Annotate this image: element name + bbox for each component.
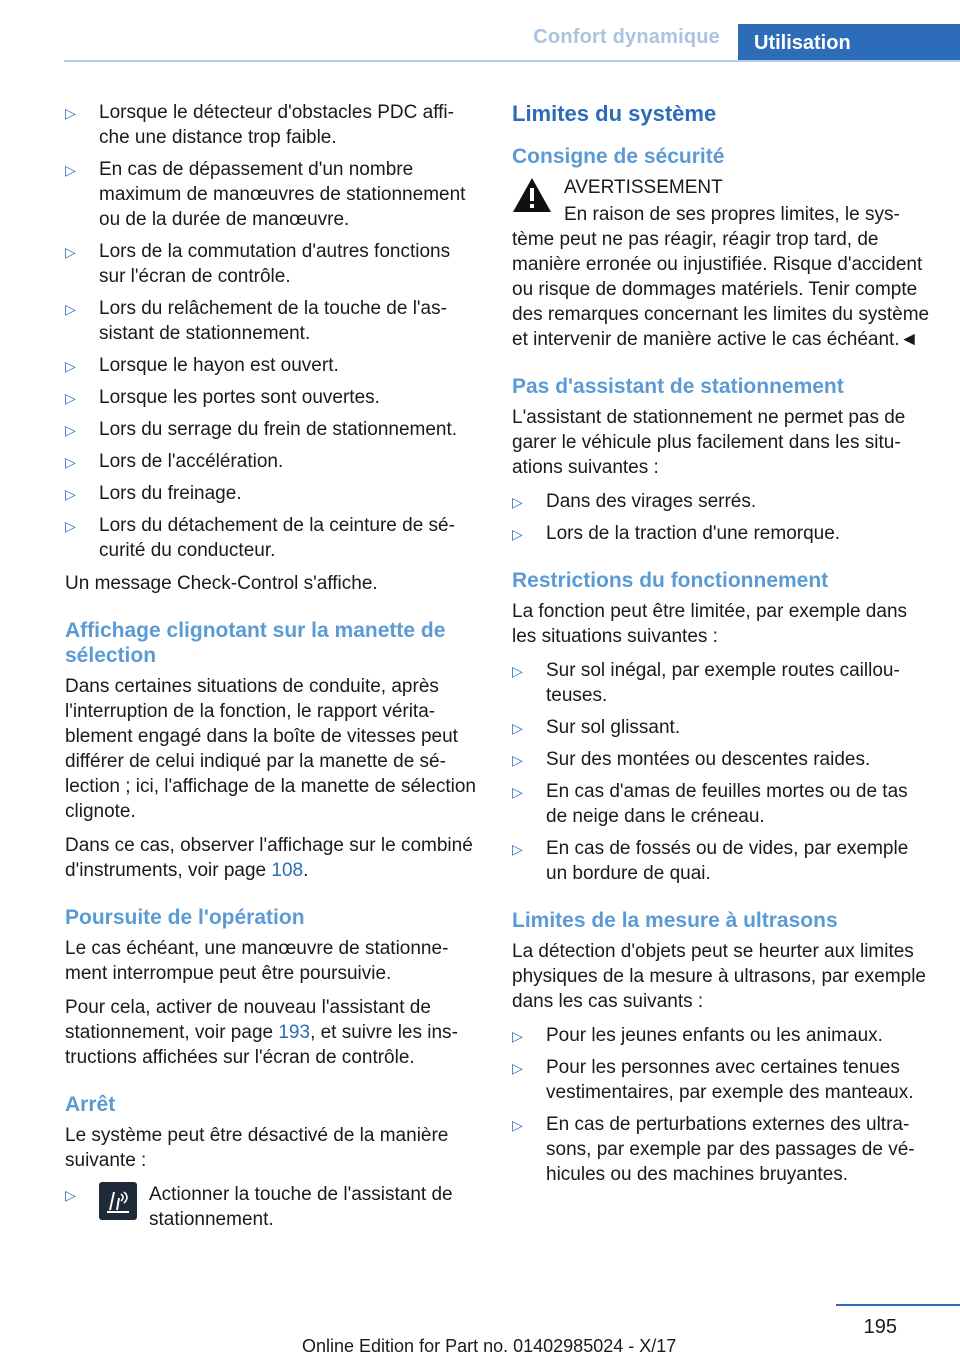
list-item: ▷ En cas de perturbations externes des ultrasons, par exemple par des passages de véhicules ou des machines bruyantes. (512, 1114, 915, 1185)
bullet-triangle-icon: ▷ (65, 486, 76, 502)
list-item: ▷ Pour les jeunes enfants ou les animaux. (512, 1023, 930, 1048)
bullet-triangle-icon: ▷ (512, 841, 523, 857)
warning-paragraph: En raison de ses propres limites, le système peut ne pas réagir, réagir trop tard, de manière erronée ou injustifiée. Risque d'accident ou risque de dommages matériels. Tenir compte des remarques concernant les limites du système et intervenir de manière active le cas échéant.◄ (512, 204, 930, 350)
bullet-triangle-icon: ▷ (65, 422, 76, 438)
stop-conditions-list (65, 100, 478, 563)
bullet-triangle-icon: ▷ (512, 1060, 523, 1076)
bullet-triangle-icon: ▷ (512, 663, 523, 679)
park-assist-button-icon (99, 1182, 137, 1220)
pas-assistant-paragraph: L'assistant de stationnement ne permet pas de garer le véhicule plus facilement dans les situations suivantes : (512, 407, 906, 478)
warning-triangle-icon (512, 177, 552, 213)
bullet-triangle-icon: ▷ (512, 1028, 523, 1044)
header-section-title: Confort dynamique (533, 26, 720, 48)
page-link-108[interactable]: 108 (271, 860, 304, 881)
bullet-triangle-icon: ▷ (65, 244, 76, 260)
page-link-193[interactable]: 193 (278, 1022, 311, 1043)
arret-heading: Arrêt (65, 1093, 116, 1116)
page-number: 195 (863, 1316, 897, 1338)
footer-edition: Online Edition for Part no. 01402985024 - X/17 (302, 1336, 677, 1356)
list-item: ▷ Lors du freinage. (65, 481, 478, 506)
dans-ce-cas-paragraph: Dans ce cas, observer l'affichage sur le combiné d'instruments, voir page 108. (65, 835, 473, 881)
affichage-paragraph: Dans certaines situations de conduite, après l'interruption de la fonction, le rapport véritablement engagé dans la boîte de vitesses peut différer de celui indiqué par la manette de sélection ; ici, l'affichage de la manette de sélection clignote. (65, 676, 476, 822)
bullet-triangle-icon: ▷ (512, 526, 523, 542)
list-item: ▷ Lors du relâchement de la touche de l'assistant de stationnement. (65, 298, 447, 344)
bullet-triangle-icon: ▷ (512, 720, 523, 736)
pas-assistant-heading: Pas d'assistant de stationnement (512, 375, 844, 398)
left-column (65, 100, 478, 1240)
ultrasons-list (512, 1023, 930, 1187)
footer-rule (836, 1304, 960, 1306)
warning-title: AVERTISSEMENT (564, 177, 723, 198)
arret-paragraph: Le système peut être désactivé de la manière suivante : (65, 1125, 449, 1171)
bullet-triangle-icon: ▷ (65, 390, 76, 406)
pour-cela-paragraph: Pour cela, activer de nouveau l'assistant de stationnement, voir page 193, et suivre les instructions affichées sur l'écran de contrôle. (65, 997, 458, 1068)
right-column (512, 100, 930, 1195)
bullet-triangle-icon: ▷ (65, 1187, 76, 1203)
pas-assistant-list (512, 489, 930, 546)
limites-heading: Limites du système (512, 101, 717, 126)
ultrasons-heading: Limites de la mesure à ultrasons (512, 909, 838, 932)
bullet-triangle-icon: ▷ (65, 358, 76, 374)
ultrasons-paragraph: La détection d'objets peut se heurter aux limites physiques de la mesure à ultrasons, par exemple dans les cas suivants : (512, 941, 927, 1012)
poursuite-heading: Poursuite de l'opération (65, 906, 305, 929)
bullet-triangle-icon: ▷ (65, 301, 76, 317)
list-item: ▷ Lorsque le détecteur d'obstacles PDC affiche une distance trop faible. (65, 102, 454, 148)
header-rule (64, 60, 960, 62)
list-item: ▷ Sur sol inégal, par exemple routes caillouteuses. (512, 660, 900, 706)
restrictions-list (512, 658, 930, 886)
check-control-text: Un message Check-Control s'affiche. (65, 573, 378, 594)
list-item: ▷ Lors de l'accélération. (65, 449, 478, 474)
list-item: ▷ Sur des montées ou descentes raides. (512, 747, 930, 772)
restrictions-paragraph: La fonction peut être limitée, par exemple dans les situations suivantes : (512, 601, 908, 647)
header-tab: Utilisation (738, 24, 960, 62)
list-item: ▷ En cas de fossés ou de vides, par exemple un bordure de quai. (512, 838, 909, 884)
list-item: ▷ Lors du détachement de la ceinture de sécurité du conducteur. (65, 515, 455, 561)
affichage-heading: Affichage clignotant sur la manette de sélection (65, 619, 446, 667)
list-item: ▷ Actionner la touche de l'assistant de stationnement. (65, 1184, 453, 1230)
bullet-triangle-icon: ▷ (512, 752, 523, 768)
arret-list (65, 1182, 478, 1232)
bullet-triangle-icon: ▷ (512, 1117, 523, 1133)
bullet-triangle-icon: ▷ (512, 494, 523, 510)
bullet-triangle-icon: ▷ (65, 105, 76, 121)
list-item: ▷ Lors du serrage du frein de stationnement. (65, 417, 478, 442)
list-item: ▷ Sur sol glissant. (512, 715, 930, 740)
list-item: ▷ En cas d'amas de feuilles mortes ou de tas de neige dans le créneau. (512, 781, 908, 827)
list-item: ▷ Lorsque le hayon est ouvert. (65, 353, 478, 378)
bullet-triangle-icon: ▷ (512, 784, 523, 800)
warning-block (512, 175, 930, 200)
list-item: ▷ Pour les personnes avec certaines tenues vestimentaires, par exemple des manteaux. (512, 1057, 914, 1103)
poursuite-paragraph: Le cas échéant, une manœuvre de stationnement interrompue peut être poursuivie. (65, 938, 449, 984)
list-item: ▷ En cas de dépassement d'un nombre maximum de manœuvres de stationnement ou de la durée de manœuvre. (65, 159, 466, 230)
list-item: ▷ Dans des virages serrés. (512, 489, 930, 514)
bullet-triangle-icon: ▷ (65, 454, 76, 470)
list-item: ▷ Lors de la commutation d'autres fonctions sur l'écran de contrôle. (65, 241, 451, 287)
consigne-heading: Consigne de sécurité (512, 145, 725, 168)
list-item: ▷ Lors de la traction d'une remorque. (512, 521, 930, 546)
bullet-triangle-icon: ▷ (65, 162, 76, 178)
restrictions-heading: Restrictions du fonctionnement (512, 569, 829, 592)
bullet-triangle-icon: ▷ (65, 518, 76, 534)
list-item: ▷ Lorsque les portes sont ouvertes. (65, 385, 478, 410)
